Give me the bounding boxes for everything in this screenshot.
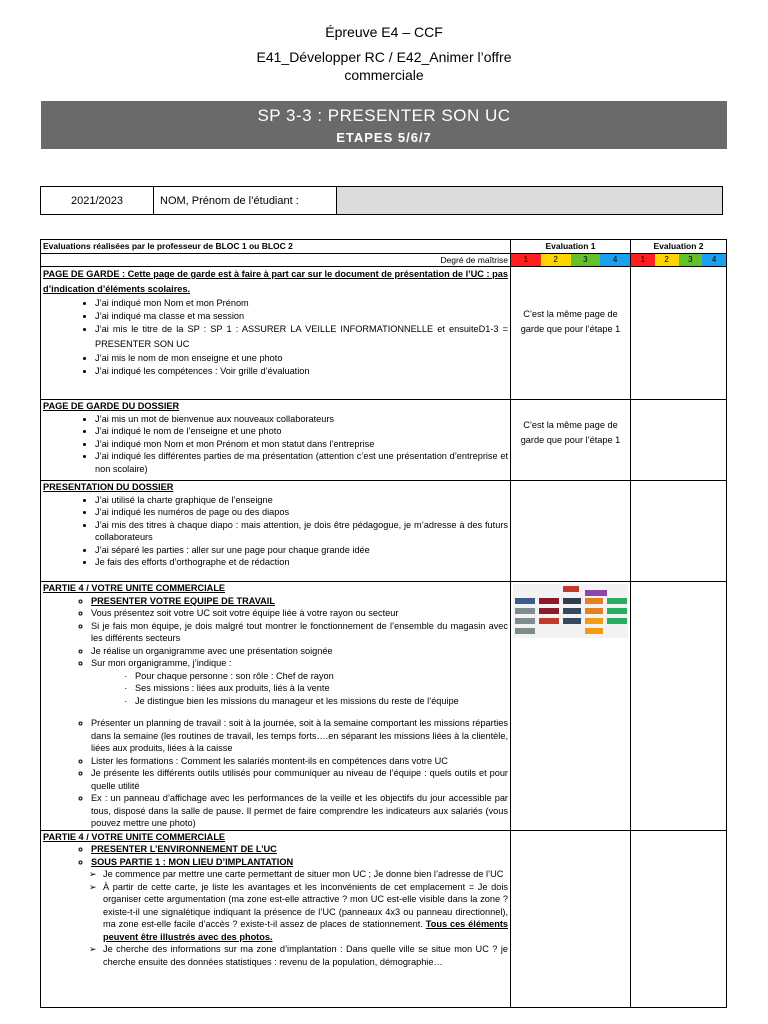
eval1-cell[interactable] [511,830,631,1007]
header-left: Evaluations réalisées par le professeur de BLOC 1 ou BLOC 2 [41,240,511,254]
list-item: ◦ Si je fais mon équipe, je dois malgré tout montrer le fonctionnement de l’ensemble du magasin avec les différents secteurs [91,620,508,645]
level-3-eval1[interactable]: 3 [571,254,601,266]
eval1-cell[interactable] [511,400,631,481]
list-item: • J’ai utilisé la charte graphique de l’enseigne [95,494,508,507]
eval1-levels [511,253,631,267]
exam-subtitle-line2: commerciale [344,67,424,83]
eval1-cell[interactable] [511,582,631,831]
sub-checklist [43,670,508,708]
section-title: PAGE DE GARDE : Cette page de garde est à faire à part car sur le document de présentation de l’UC : pas d’indication d’éléments scolaires. [43,269,508,294]
eval2-cell[interactable] [631,830,727,1007]
list-item: · Ses missions : liées aux produits, liés à la vente [135,682,508,695]
checklist [43,595,508,670]
list-item-text: À partir de cette carte, je liste les avantages et les inconvénients de cet emplacement = Je dois organiser cette argumentation (ma zone est-elle attractive ? mon UC est-elle visible dans la zone ? existe-t-il une signalétique indiquant la présence de l’UC (panneaux 4x3 ou panneau directionnel), ma zone est-elle facile d’accès ? existe-t-il assez de places de stationnement. [103,881,508,929]
list-item: ◦ Présenter un planning de travail : soit à la journée, soit à la semaine comportant les missions réparties dans la semaine (les routines de travail, les temps forts….en séparant les missions liées à la clientèle, liées aux produits, liées à la caisse [91,717,508,755]
eval2-levels [631,253,727,267]
section-presentation-dossier [41,481,727,582]
eval2-cell[interactable] [631,582,727,831]
list-item: • J’ai indiqué ma classe et ma session [95,310,508,323]
exam-subtitle [0,48,768,84]
evaluation-table [40,239,727,1008]
section-environnement [41,830,727,1007]
list-item: • J’ai mis le titre de la SP : SP 1 : ASSURER LA VEILLE INFORMATIONNELLE et ensuiteD1-3 = PRESENTER SON UC [95,322,508,352]
list-item: • J’ai mis des titres à chaque diapo : mais attention, je dois être pédagogue, je m’adresse à des futurs collaborateurs [95,519,508,544]
list-item: • J’ai indiqué les compétences : Voir grille d’évaluation [95,365,508,378]
list-item: • J’ai indiqué mon Nom et mon Prénom et mon statut dans l’entreprise [95,438,508,451]
same-page-note: C’est la même page de garde que pour l’étape 1 [520,309,621,334]
level-1-eval2[interactable]: 1 [631,254,655,266]
exam-subtitle-line1: E41_Développer RC / E42_Animer l’offre [256,49,512,65]
list-item: ➢ Je commence par mettre une carte permettant de situer mon UC ; Je donne bien l’adresse de l’UC [103,868,508,881]
checklist [43,494,508,569]
list-subtitle: ◦ SOUS PARTIE 1 : MON LIEU D’IMPLANTATION [91,856,508,869]
list-item: ◦ Vous présentez soit votre UC soit votre équipe liée à votre rayon ou secteur [91,607,508,620]
student-name-field[interactable] [337,187,723,215]
eval2-cell[interactable] [631,267,727,400]
list-item: ◦ Ex : un panneau d’affichage avec les performances de la veille et les objectifs du jour accessible par tous, disposé dans la salle de pause. Il permet de faire comprendre les indicateurs aux salariés (vous pouvez mettre une photo) [91,792,508,830]
list-item: ◦ Je réalise un organigramme avec une présentation soignée [91,645,508,658]
same-page-note: C’est la même page de garde que pour l’étape 1 [520,420,621,445]
banner-title: SP 3-3 : PRESENTER SON UC [257,106,511,125]
list-item: ◦ Je présente les différents outils utilisés pour communiquer au niveau de l’équipe : quels outils et pour quelle utilité [91,767,508,792]
list-item: · Pour chaque personne : son rôle : Chef de rayon [135,670,508,683]
section-page-de-garde-dossier [41,400,727,481]
student-id-table [40,186,723,215]
checklist [43,413,508,476]
list-item: • J’ai séparé les parties : aller sur une page pour chaque grande idée [95,544,508,557]
checklist [43,717,508,830]
level-2-eval1[interactable]: 2 [541,254,571,266]
list-item: ◦ Lister les formations : Comment les salariés montent-ils en compétences dans votre UC [91,755,508,768]
level-2-eval2[interactable]: 2 [655,254,679,266]
level-3-eval2[interactable]: 3 [679,254,703,266]
photo-note: Tous ces éléments peuvent être illustrés avec des photos. [103,919,509,942]
list-item: · Je distingue bien les missions du manageur et les missions du reste de l’équipe [135,695,508,708]
list-item: ◦ Sur mon organigramme, j’indique : [91,657,508,670]
title-banner [41,101,727,149]
list-item: • J’ai indiqué le nom de l’enseigne et une photo [95,425,508,438]
list-item [103,881,508,944]
org-chart-thumbnail [513,584,628,638]
section-title: PARTIE 4 / VOTRE UNITE COMMERCIALE [43,583,226,593]
section-equipe [41,582,727,831]
exam-title: Épreuve E4 – CCF [325,24,443,40]
section-title: PAGE DE GARDE DU DOSSIER [43,401,180,411]
banner-subtitle: ETAPES 5/6/7 [336,130,432,145]
year-cell: 2021/2023 [41,187,154,215]
checklist [43,297,508,377]
section-title: PARTIE 4 / VOTRE UNITE COMMERCIALE [43,831,226,842]
list-item: • J’ai mis un mot de bienvenue aux nouveaux collaborateurs [95,413,508,426]
eval2-header: Evaluation 2 [631,240,727,254]
eval2-cell[interactable] [631,481,727,582]
arrow-list [43,868,508,968]
list-subtitle: ◦ PRESENTER L’ENVIRONNEMENT DE L’UC [91,843,508,856]
level-1-eval1[interactable]: 1 [511,254,541,266]
table-header-row [41,240,727,254]
eval2-cell[interactable] [631,400,727,481]
checklist [43,843,508,868]
level-4-eval2[interactable]: 4 [702,254,726,266]
eval1-header: Evaluation 1 [511,240,631,254]
list-item: • J’ai indiqué les différentes parties de ma présentation (attention c’est une présentation d’entreprise et non scolaire) [95,450,508,475]
section-page-de-garde [41,267,727,400]
list-item: • J’ai indiqué mon Nom et mon Prénom [95,297,508,310]
degree-row [41,253,727,267]
degree-label: Degré de maîtrise [41,253,511,267]
list-subtitle: ◦ PRESENTER VOTRE EQUIPE DE TRAVAIL [91,595,508,608]
list-item: ➢ Je cherche des informations sur ma zone d’implantation : Dans quelle ville se situe mon UC ? je cherche ensuite des données statistiques : revenu de la population, démographie… [103,943,508,968]
list-item: • Je fais des efforts d’orthographe et de rédaction [95,556,508,569]
eval1-cell[interactable] [511,481,631,582]
name-label-cell: NOM, Prénom de l’étudiant : [154,187,337,215]
level-4-eval1[interactable]: 4 [600,254,630,266]
section-title: PRESENTATION DU DOSSIER [43,482,174,492]
eval1-cell[interactable] [511,267,631,400]
list-item: • J’ai mis le nom de mon enseigne et une photo [95,352,508,365]
list-item: • J’ai indiqué les numéros de page ou des diapos [95,506,508,519]
